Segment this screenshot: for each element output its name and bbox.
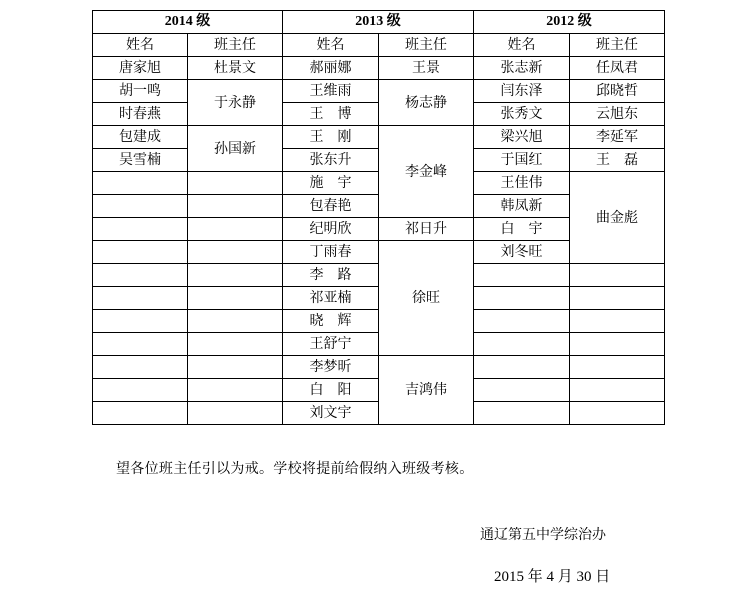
signature-date: 2015 年 4 月 30 日	[494, 569, 611, 585]
empty-cell	[188, 333, 283, 356]
table-row	[93, 356, 665, 379]
teacher-cell: 邱晓哲	[570, 80, 665, 103]
teacher-cell: 孙国新	[188, 126, 283, 172]
teacher-cell: 祁日升	[379, 218, 474, 241]
empty-cell	[93, 241, 188, 264]
teacher-cell: 王景	[379, 57, 474, 80]
teacher-cell: 吉鸿伟	[379, 356, 474, 425]
teacher-cell: 杜景文	[188, 57, 283, 80]
student-cell: 张东升	[283, 149, 379, 172]
empty-cell	[93, 218, 188, 241]
student-cell: 刘文宇	[283, 402, 379, 425]
student-cell: 时春燕	[93, 103, 188, 126]
empty-cell	[570, 310, 665, 333]
teacher-column-header: 班主任	[188, 34, 283, 57]
empty-cell	[188, 264, 283, 287]
empty-cell	[474, 310, 570, 333]
student-cell: 张秀文	[474, 103, 570, 126]
student-cell: 唐家旭	[93, 57, 188, 80]
student-cell: 李梦昕	[283, 356, 379, 379]
empty-cell	[570, 333, 665, 356]
empty-cell	[188, 356, 283, 379]
empty-cell	[188, 379, 283, 402]
empty-cell	[570, 402, 665, 425]
empty-cell	[188, 402, 283, 425]
teacher-cell: 王 磊	[570, 149, 665, 172]
empty-cell	[188, 310, 283, 333]
table-row	[93, 57, 665, 80]
teacher-cell: 李金峰	[379, 126, 474, 218]
empty-cell	[188, 218, 283, 241]
empty-cell	[570, 379, 665, 402]
student-cell: 丁雨春	[283, 241, 379, 264]
notice-text: 望各位班主任引以为戒。学校将提前给假纳入班级考核。	[116, 461, 474, 477]
empty-cell	[93, 333, 188, 356]
teacher-cell: 李延军	[570, 126, 665, 149]
empty-cell	[188, 172, 283, 195]
teacher-cell: 徐旺	[379, 241, 474, 356]
student-cell: 闫东泽	[474, 80, 570, 103]
empty-cell	[474, 264, 570, 287]
signature-org: 通辽第五中学综治办	[480, 527, 606, 543]
empty-cell	[474, 402, 570, 425]
student-cell: 白 阳	[283, 379, 379, 402]
empty-cell	[474, 333, 570, 356]
name-column-header: 姓名	[474, 34, 570, 57]
student-cell: 吴雪楠	[93, 149, 188, 172]
student-cell: 于国红	[474, 149, 570, 172]
empty-cell	[93, 172, 188, 195]
empty-cell	[93, 356, 188, 379]
empty-cell	[474, 356, 570, 379]
empty-cell	[93, 195, 188, 218]
empty-cell	[570, 356, 665, 379]
student-cell: 王佳伟	[474, 172, 570, 195]
empty-cell	[93, 310, 188, 333]
student-cell: 纪明欣	[283, 218, 379, 241]
teacher-column-header: 班主任	[570, 34, 665, 57]
grade-2014-header: 2014 级	[93, 11, 283, 34]
student-cell: 祁亚楠	[283, 287, 379, 310]
teacher-cell: 曲金彪	[570, 172, 665, 264]
empty-cell	[570, 287, 665, 310]
empty-cell	[93, 402, 188, 425]
roster-table	[92, 10, 665, 425]
teacher-cell: 任凤君	[570, 57, 665, 80]
student-cell: 胡一鸣	[93, 80, 188, 103]
student-cell: 王 博	[283, 103, 379, 126]
student-cell: 包建成	[93, 126, 188, 149]
column-header-row	[93, 34, 665, 57]
student-cell: 施 宇	[283, 172, 379, 195]
empty-cell	[474, 287, 570, 310]
grade-2013-header: 2013 级	[283, 11, 474, 34]
teacher-cell: 于永静	[188, 80, 283, 126]
empty-cell	[188, 287, 283, 310]
empty-cell	[93, 287, 188, 310]
student-cell: 张志新	[474, 57, 570, 80]
student-cell: 梁兴旭	[474, 126, 570, 149]
student-cell: 郝丽娜	[283, 57, 379, 80]
empty-cell	[474, 379, 570, 402]
empty-cell	[570, 264, 665, 287]
teacher-cell: 杨志静	[379, 80, 474, 126]
student-cell: 韩凤新	[474, 195, 570, 218]
teacher-column-header: 班主任	[379, 34, 474, 57]
table-row	[93, 126, 665, 149]
grade-header-row	[93, 11, 665, 34]
student-cell: 王舒宁	[283, 333, 379, 356]
name-column-header: 姓名	[283, 34, 379, 57]
student-cell: 刘冬旺	[474, 241, 570, 264]
table-row	[93, 80, 665, 103]
teacher-cell: 云旭东	[570, 103, 665, 126]
student-cell: 李 路	[283, 264, 379, 287]
empty-cell	[93, 264, 188, 287]
empty-cell	[188, 195, 283, 218]
empty-cell	[188, 241, 283, 264]
grade-2012-header: 2012 级	[474, 11, 665, 34]
student-cell: 白 宇	[474, 218, 570, 241]
name-column-header: 姓名	[93, 34, 188, 57]
student-cell: 包春艳	[283, 195, 379, 218]
student-cell: 王 刚	[283, 126, 379, 149]
student-cell: 晓 辉	[283, 310, 379, 333]
empty-cell	[93, 379, 188, 402]
student-cell: 王维雨	[283, 80, 379, 103]
